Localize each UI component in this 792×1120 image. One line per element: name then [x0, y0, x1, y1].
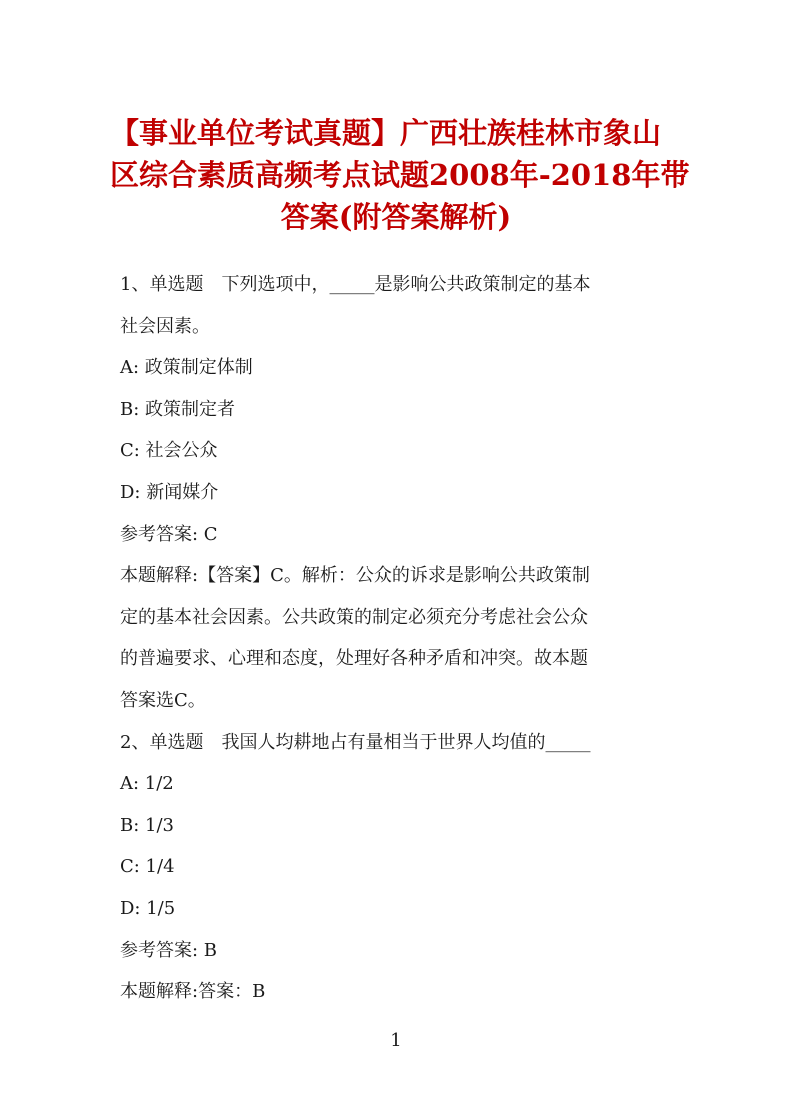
question-2-explanation-line-1: 本题解释:答案：B [120, 981, 266, 1003]
question-2 [120, 722, 672, 1013]
question-1-explanation-line-1: 本题解释:【答案】C。解析：公众的诉求是影响公共政策制 [120, 565, 590, 587]
question-1-option-c: C: 社会公众 [120, 440, 218, 462]
question-2-option-c: C: 1/4 [120, 856, 175, 878]
question-1-option-d: D: 新闻媒介 [120, 481, 219, 503]
question-1 [120, 264, 672, 722]
page-number: 1 [390, 1030, 402, 1051]
document-title [110, 112, 690, 238]
title-line-1: 【事业单位考试真题】广西壮族桂林市象山 [110, 116, 662, 150]
question-1-explanation-line-4: 答案选C。 [120, 689, 206, 711]
question-1-stem-line-1: 1、单选题 下列选项中，_____是影响公共政策制定的基本 [120, 274, 591, 295]
question-1-stem-line-2: 社会因素。 [120, 315, 210, 337]
document-body [120, 264, 672, 1013]
title-line-2: 区综合素质高频考点试题2008年-2018年带 [110, 158, 690, 192]
question-2-option-a: A: 1/2 [120, 773, 174, 795]
question-2-stem-line-1: 2、单选题 我国人均耕地占有量相当于世界人均值的_____ [120, 731, 591, 753]
question-2-option-b: B: 1/3 [120, 814, 174, 836]
question-1-answer: 参考答案: C [120, 523, 218, 545]
question-1-explanation-line-3: 的普遍要求、心理和态度，处理好各种矛盾和冲突。故本题 [120, 648, 588, 670]
question-1-explanation-line-2: 定的基本社会因素。公共政策的制定必须充分考虑社会公众 [120, 606, 588, 628]
title-line-3: 答案(附答案解析) [280, 200, 512, 234]
question-1-option-b: B: 政策制定者 [120, 398, 236, 420]
question-2-answer: 参考答案: B [120, 939, 218, 961]
question-2-option-d: D: 1/5 [120, 897, 176, 919]
question-1-option-a: A: 政策制定体制 [120, 357, 253, 379]
